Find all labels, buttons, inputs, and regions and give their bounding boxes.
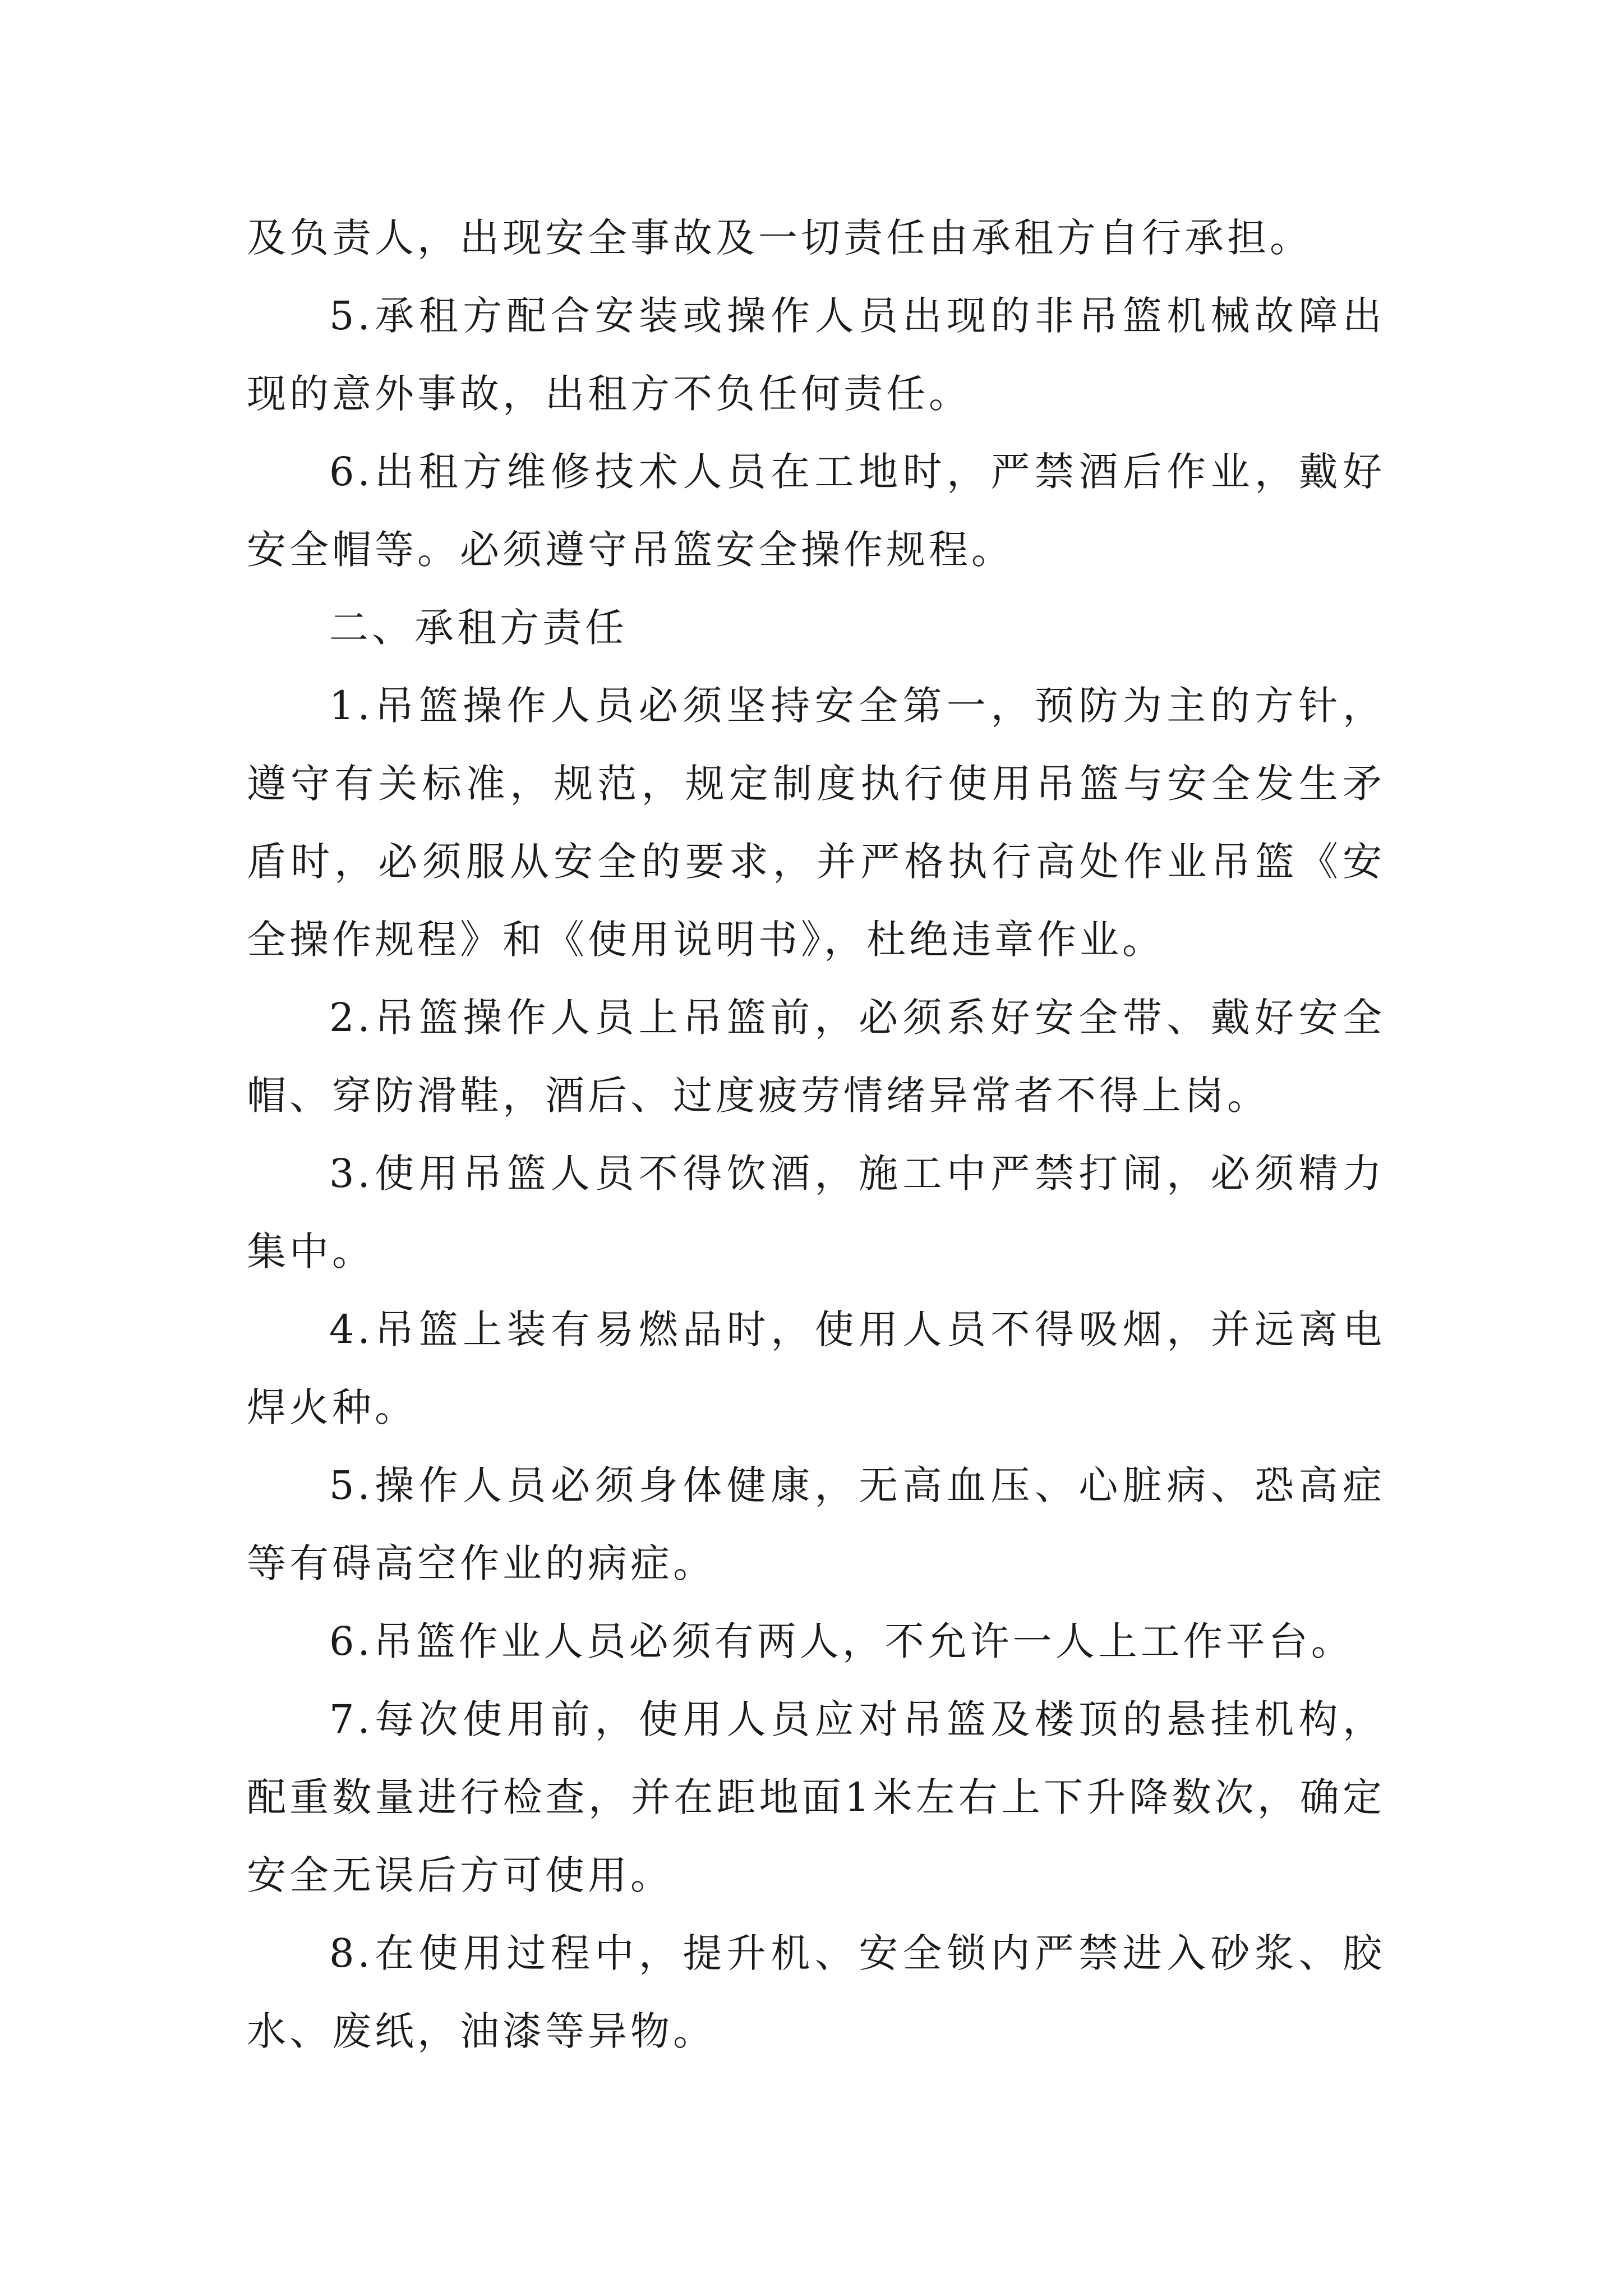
paragraph-5: 1.吊篮操作人员必须坚持安全第一，预防为主的方针，遵守有关标准，规范，规定制度执行使用吊篮与安全发生矛盾时，必须服从安全的要求，并严格执行高处作业吊篮《安全操作规程》和《使用说明书》，杜绝违章作业。 bbox=[247, 683, 1385, 963]
paragraph-7: 3.使用吊篮人员不得饮酒，施工中严禁打闹，必须精力集中。 bbox=[247, 1151, 1385, 1274]
paragraph-10: 6.吊篮作业人员必须有两人，不允许一人上工作平台。 bbox=[329, 1618, 1354, 1664]
paragraph-6: 2.吊篮操作人员上吊篮前，必须系好安全带、戴好安全帽、穿防滑鞋，酒后、过度疲劳情绪异常者不得上岗。 bbox=[247, 995, 1385, 1119]
paragraph-1: 及负责人，出现安全事故及一切责任由承租方自行承担。 bbox=[247, 215, 1312, 261]
paragraph-11: 7.每次使用前，使用人员应对吊篮及楼顶的悬挂机构，配重数量进行检查，并在距地面1米左右上下升降数次，确定安全无误后方可使用。 bbox=[247, 1696, 1385, 1898]
paragraph-9: 5.操作人员必须身体健康，无高血压、心脏病、恐高症等有碍高空作业的病症。 bbox=[247, 1462, 1385, 1586]
paragraph-12: 8.在使用过程中，提升机、安全锁内严禁进入砂浆、胶水、废纸，油漆等异物。 bbox=[247, 1930, 1385, 2054]
document-body bbox=[247, 199, 1385, 2070]
paragraph-2: 5.承租方配合安装或操作人员出现的非吊篮机械故障出现的意外事故，出租方不负任何责任。 bbox=[247, 293, 1385, 417]
section-heading: 二、承租方责任 bbox=[329, 605, 628, 651]
paragraph-8: 4.吊篮上装有易燃品时，使用人员不得吸烟，并远离电焊火种。 bbox=[247, 1306, 1385, 1430]
paragraph-3: 6.出租方维修技术人员在工地时，严禁酒后作业，戴好安全帽等。必须遵守吊篮安全操作规程。 bbox=[247, 449, 1385, 573]
